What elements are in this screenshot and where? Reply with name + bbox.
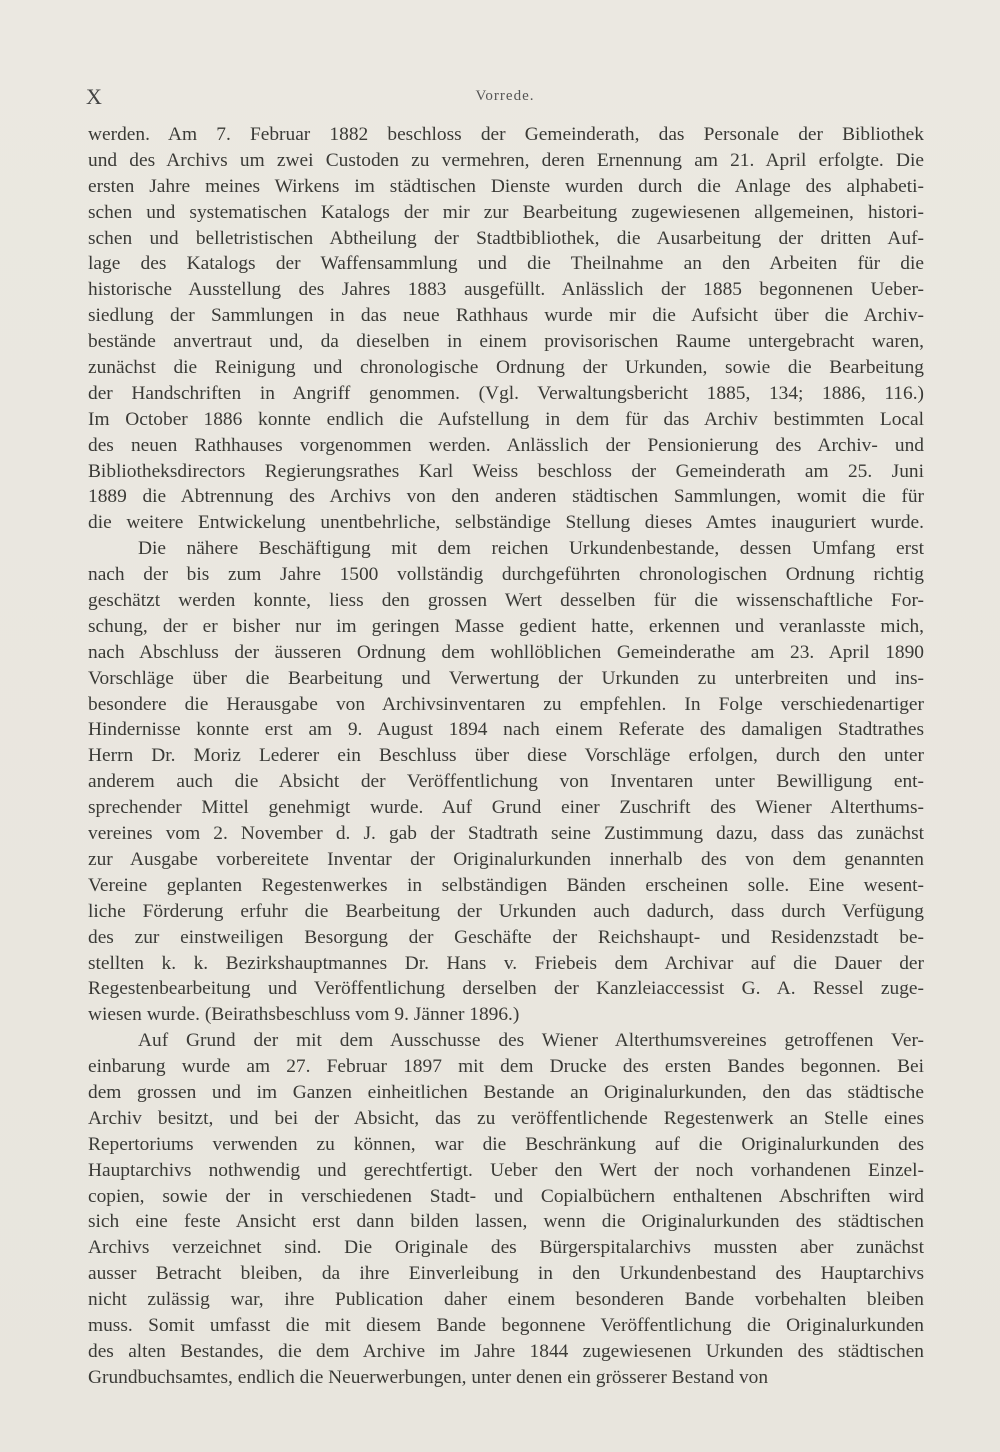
text-line: des neuen Rathhauses vorgenommen werden. Anlässlich der Pensionierung des Archiv- und [88, 434, 924, 456]
text-line: copien, sowie der in verschiedenen Stadt- und Copialbüchern enthaltenen Abschriften wird [88, 1185, 924, 1207]
text-line: Im October 1886 konnte endlich die Aufstellung in dem für das Archiv bestimmten Local [88, 408, 924, 430]
text-line: ausser Betracht bleiben, da ihre Einverleibung in den Urkundenbestand des Hauptarchivs [88, 1263, 924, 1285]
text-line: Bibliotheksdirectors Regierungsrathes Karl Weiss beschloss der Gemeinderath am 25. Juni [88, 460, 924, 482]
text-line: Archiv besitzt, und bei der Absicht, das zu veröffentlichende Regestenwerk an Stelle eines [88, 1107, 924, 1129]
text-line: historische Ausstellung des Jahres 1883 ausgefüllt. Anlässlich der 1885 begonnenen Ueber- [88, 279, 924, 301]
text-line: sich eine feste Ansicht erst dann bilden lassen, wenn die Originalurkunden des städtischen [88, 1211, 924, 1233]
text-line: werden. Am 7. Februar 1882 beschloss der Gemeinderath, das Personale der Bibliothek [88, 124, 924, 145]
text-line: 1889 die Abtrennung des Archivs von den anderen städtischen Sammlungen, womit die für [88, 486, 924, 508]
running-header [86, 84, 924, 112]
text-line: stellten k. k. Bezirkshauptmannes Dr. Hans v. Friebeis dem Archivar auf die Dauer der [88, 952, 924, 974]
text-line: Regestenbearbeitung und Veröffentlichung derselben der Kanzleiaccessist G. A. Ressel zuge- [88, 978, 924, 1000]
text-line: nicht zulässig war, ihre Publication daher einem besonderen Bande vorbehalten bleiben [88, 1289, 924, 1311]
page-number: X [86, 84, 103, 109]
text-line: Auf Grund der mit dem Ausschusse des Wiener Alterthumsvereines getroffenen Ver- [138, 1030, 924, 1052]
text-line: Hauptarchivs nothwendig und gerechtfertigt. Ueber den Wert der noch vorhandenen Einzel- [88, 1159, 924, 1181]
body-text [88, 122, 924, 1391]
text-line: siedlung der Sammlungen in das neue Rathhaus wurde mir die Aufsicht über die Archiv- [88, 305, 924, 327]
running-title: Vorrede. [475, 88, 535, 104]
text-line: zur Ausgabe vorbereitete Inventar der Originalurkunden innerhalb des von dem genannten [88, 848, 924, 870]
text-line: Grundbuchsamtes, endlich die Neuerwerbungen, unter denen ein grösserer Bestand von [88, 1366, 769, 1388]
text-line: wiesen wurde. (Beirathsbeschluss vom 9. Jänner 1896.) [88, 1004, 520, 1026]
text-line: Archivs verzeichnet sind. Die Originale des Bürgerspitalarchivs mussten aber zunächst [88, 1237, 924, 1259]
text-line: nach Abschluss der äusseren Ordnung dem wohllöblichen Gemeinderathe am 23. April 1890 [88, 641, 924, 663]
text-line: Vereine geplanten Regestenwerkes in selbständigen Bänden erscheinen solle. Eine wesent- [88, 874, 924, 896]
text-line: der Handschriften in Angriff genommen. (Vgl. Verwaltungsbericht 1885, 134; 1886, 116.) [88, 382, 924, 404]
text-line: Hindernisse konnte erst am 9. August 1894 nach einem Referate des damaligen Stadtrathes [88, 719, 924, 741]
text-line: Herrn Dr. Moriz Lederer ein Beschluss über diese Vorschläge erfolgen, durch den unter [88, 745, 924, 767]
text-line: schen und belletristischen Abtheilung der Stadtbibliothek, die Ausarbeitung der dritten Auf- [88, 227, 924, 249]
paragraph [88, 536, 924, 1028]
paragraph [88, 1028, 924, 1390]
text-line: schung, der er bisher nur im geringen Masse gedient hatte, erkennen und veranlasste mich, [88, 615, 924, 637]
text-line: zunächst die Reinigung und chronologische Ordnung der Urkunden, sowie die Bearbeitung [88, 357, 924, 379]
text-line: ersten Jahre meines Wirkens im städtischen Dienste wurden durch die Anlage des alphabeti- [88, 175, 924, 197]
text-line: dem grossen und im Ganzen einheitlichen Bestande an Originalurkunden, den das städtische [88, 1081, 924, 1103]
text-line: schen und systematischen Katalogs der mir zur Bearbeitung zugewiesenen allgemeinen, histori- [88, 201, 924, 223]
text-line: besondere die Herausgabe von Archivsinventaren zu empfehlen. In Folge verschiedenartiger [88, 693, 924, 715]
text-line: vereines vom 2. November d. J. gab der Stadtrath seine Zustimmung dazu, dass das zunächst [88, 823, 924, 845]
text-line: des zur einstweiligen Besorgung der Geschäfte der Reichshaupt- und Residenzstadt be- [88, 926, 924, 948]
text-line: und des Archivs um zwei Custoden zu vermehren, deren Ernennung am 21. April erfolgte. Die [88, 149, 924, 171]
text-line: nach der bis zum Jahre 1500 vollständig durchgeführten chronologischen Ordnung richtig [88, 564, 924, 586]
text-line: des alten Bestandes, die dem Archive im Jahre 1844 zugewiesenen Urkunden des städtischen [88, 1340, 924, 1362]
text-line: geschätzt werden konnte, liess den grossen Wert desselben für die wissenschaftliche For- [88, 590, 924, 612]
text-line: bestände anvertraut und, da dieselben in einem provisorischen Raume untergebracht waren, [88, 331, 924, 353]
text-line: Die nähere Beschäftigung mit dem reichen Urkundenbestande, dessen Umfang erst [138, 538, 924, 560]
text-line: Vorschläge über die Bearbeitung und Verwertung der Urkunden zu unterbreiten und ins- [88, 667, 924, 689]
text-line: Repertoriums verwenden zu können, war die Beschränkung auf die Originalurkunden des [88, 1133, 924, 1155]
text-line: anderem auch die Absicht der Veröffentlichung von Inventaren unter Bewilligung ent- [88, 771, 924, 793]
text-line: sprechender Mittel genehmigt wurde. Auf Grund einer Zuschrift des Wiener Alterthums- [88, 797, 924, 819]
text-line: liche Förderung erfuhr die Bearbeitung der Urkunden auch dadurch, dass durch Verfügung [88, 900, 924, 922]
text-line: einbarung wurde am 27. Februar 1897 mit dem Drucke des ersten Bandes begonnen. Bei [88, 1056, 924, 1078]
text-line: lage des Katalogs der Waffensammlung und die Theilnahme an den Arbeiten für die [88, 253, 924, 275]
text-line: muss. Somit umfasst die mit diesem Bande begonnene Veröffentlichung die Originalurkunden [88, 1314, 924, 1336]
paragraph [88, 122, 924, 536]
text-line: die weitere Entwickelung unentbehrliche, selbständige Stellung dieses Amtes inauguriert wurde. [88, 512, 924, 534]
